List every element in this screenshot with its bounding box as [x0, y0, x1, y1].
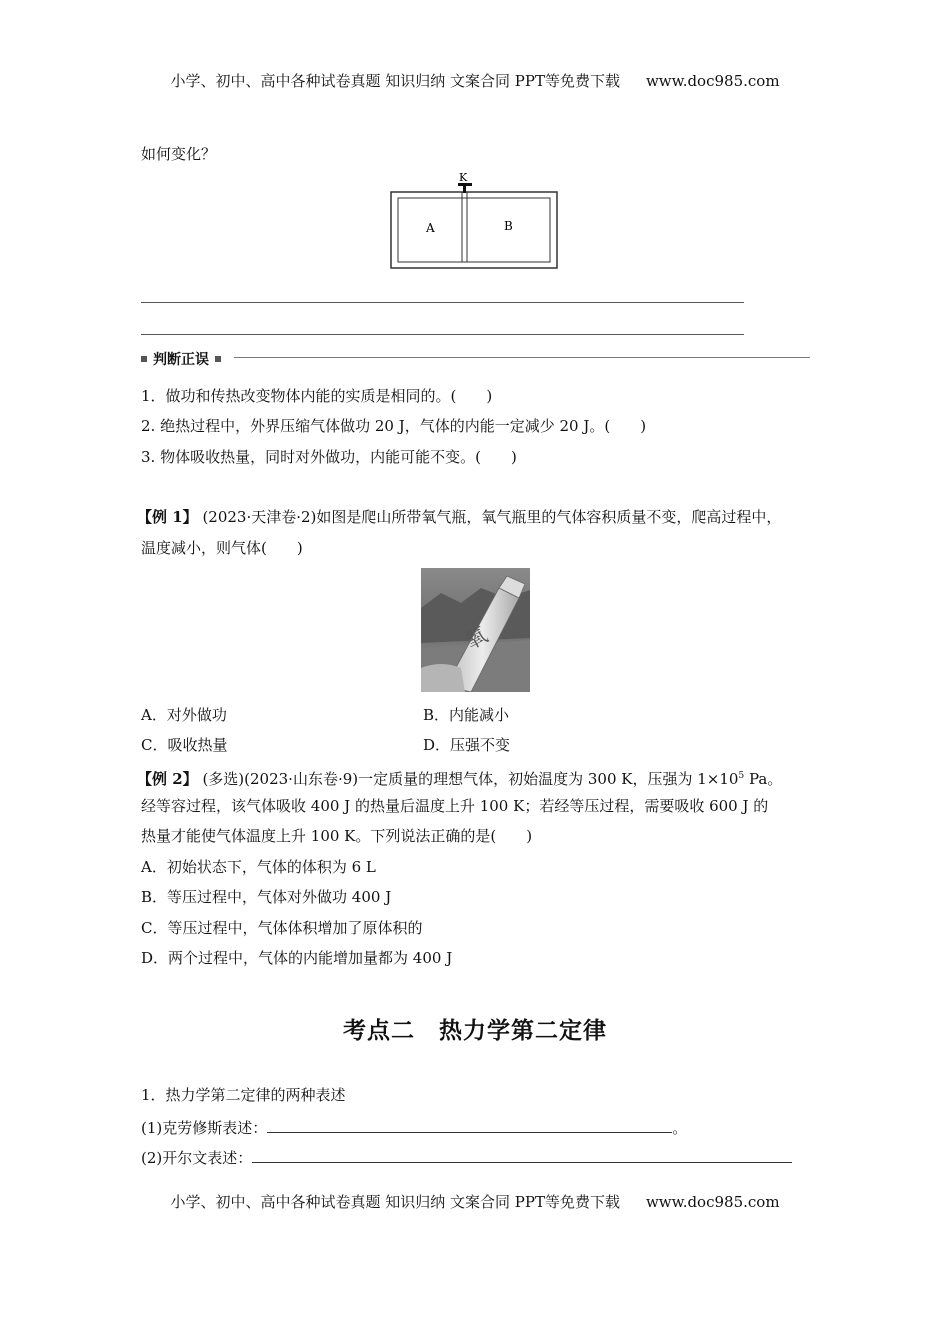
clausius-statement: (1)克劳修斯表述： 。 — [141, 1119, 688, 1137]
example2-line1: 【例 2】 (多选)(2023·山东卷·9)一定质量的理想气体，初始温度为 300 K，压强为 $1\times 10^5$ Pa。 — [137, 770, 783, 788]
valve-label: K — [459, 171, 468, 184]
example1-option-a[interactable]: A．对外做功 — [141, 706, 227, 724]
example1-option-c[interactable]: C．吸收热量 — [141, 736, 228, 754]
kelvin-statement: (2)开尔文表述： — [141, 1148, 792, 1168]
container-diagram — [385, 170, 565, 275]
example2-line2: 经等容过程，该气体吸收 400 J 的热量后温度上升 100 K；若经等压过程，需要吸收 600 J 的 — [141, 797, 769, 815]
answer-line-1 — [141, 302, 744, 303]
footer-text: 小学、初中、高中各种试卷真题 知识归纳 文案合同 PPT等免费下载 — [170, 1193, 620, 1211]
square-bullet-icon — [141, 356, 147, 362]
valve-stem — [463, 185, 466, 193]
example1-option-d[interactable]: D．压强不变 — [423, 736, 511, 754]
answer-line-2 — [141, 334, 744, 335]
header-text: 小学、初中、高中各种试卷真题 知识归纳 文案合同 PPT等免费下载 — [170, 72, 620, 90]
outer-wall — [391, 192, 557, 268]
example2-option-a[interactable]: A．初始状态下，气体的体积为 6 L — [141, 858, 376, 876]
square-bullet-icon — [215, 356, 221, 362]
judge-item-1: 1．做功和传热改变物体内能的实质是相同的。( ) — [141, 387, 493, 405]
inner-wall — [398, 198, 550, 262]
section-title: 考点二 热力学第二定律 — [343, 1018, 607, 1044]
chamber-b-label: B — [504, 219, 513, 233]
example1-line1: 【例 1】 (2023·天津卷·2)如图是爬山所带氧气瓶，氧气瓶里的气体容积质量不变，爬高过程中， — [137, 508, 782, 526]
chamber-a-label: A — [426, 221, 435, 235]
example2-option-b[interactable]: B．等压过程中，气体对外做功 400 J — [141, 888, 392, 906]
example2-tag: 【例 2】 — [137, 770, 198, 788]
example2-option-d[interactable]: D．两个过程中，气体的内能增加量都为 400 J — [141, 949, 453, 967]
page-footer — [0, 1191, 950, 1212]
judge-heading — [141, 349, 221, 369]
example1-line2: 温度减小，则气体( ) — [141, 539, 303, 557]
header-site: www.doc985.com — [645, 72, 780, 90]
footer-site: www.doc985.com — [645, 1193, 780, 1211]
judge-heading-rule — [234, 357, 810, 358]
oxygen-bottle-photo — [421, 568, 530, 692]
example2-line3: 热量才能使气体温度上升 100 K。下列说法正确的是( ) — [141, 827, 533, 845]
judge-title: 判断正误 — [153, 352, 209, 368]
law-heading: 1．热力学第二定律的两种表述 — [141, 1086, 346, 1104]
kelvin-blank[interactable] — [252, 1148, 792, 1163]
judge-item-3: 3. 物体吸收热量，同时对外做功，内能可能不变。( ) — [141, 448, 517, 466]
page-header — [0, 70, 950, 91]
example2-option-c[interactable]: C．等压过程中，气体体积增加了原体积的 — [141, 919, 423, 937]
example1-option-b[interactable]: B．内能减小 — [423, 706, 510, 724]
clausius-blank[interactable] — [267, 1118, 672, 1133]
example1-tag: 【例 1】 — [137, 508, 198, 526]
intro-line: 如何变化？ — [141, 145, 217, 163]
bottle-label: 氧 — [461, 622, 493, 656]
judge-item-2: 2. 绝热过程中，外界压缩气体做功 20 J，气体的内能一定减少 20 J。( ) — [141, 417, 647, 435]
